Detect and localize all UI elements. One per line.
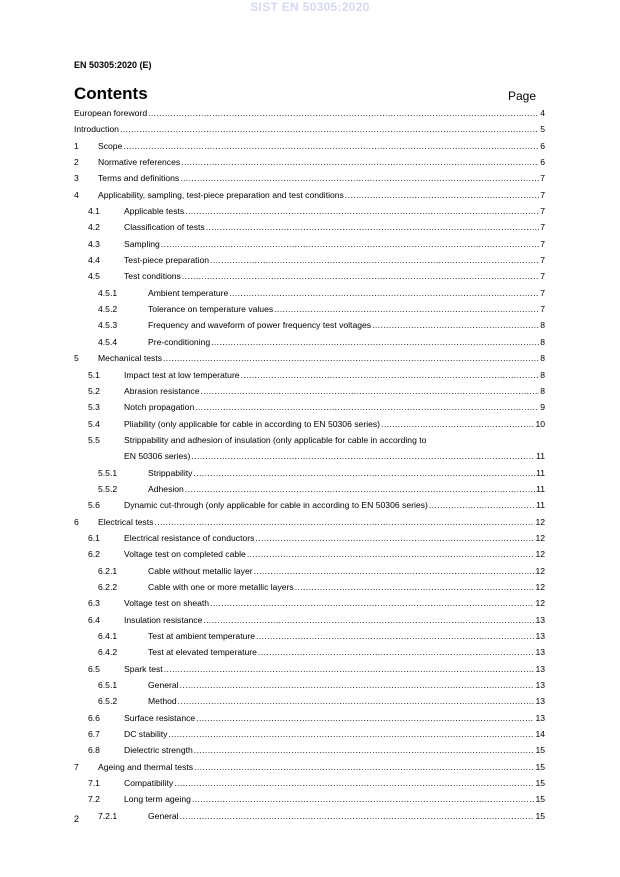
toc-section-title: Voltage test on sheath (124, 598, 210, 609)
toc-leader-dots (180, 808, 535, 824)
toc-section-title: Long term ageing (124, 794, 191, 805)
toc-section-title: Pre-conditioning (148, 336, 211, 347)
toc-entry[interactable] (74, 644, 545, 660)
toc-section-title: Dynamic cut-through (only applicable for cable in according to EN 50306 series) (124, 500, 428, 511)
toc-leader-dots (154, 514, 534, 530)
toc-entry[interactable] (74, 791, 545, 807)
toc-section-number: 5.3 (88, 402, 100, 413)
toc-entry[interactable] (74, 530, 545, 546)
toc-page-number: 6 (540, 157, 545, 168)
toc-section-number: 6.8 (88, 745, 100, 756)
toc-entry[interactable] (74, 416, 545, 432)
toc-section-number: 6.5.1 (98, 680, 118, 691)
toc-section-number: 6.4.2 (98, 647, 118, 658)
toc-page-number: 7 (540, 189, 545, 200)
toc-entry[interactable] (74, 595, 545, 611)
toc-section-title: Tolerance on temperature values (148, 304, 274, 315)
toc-entry[interactable] (74, 514, 545, 530)
toc-leader-dots (381, 416, 534, 432)
toc-entry[interactable] (74, 105, 545, 121)
toc-section-title: Notch propagation (124, 402, 195, 413)
toc-section-number: 5.1 (88, 369, 100, 380)
footer-page-number: 2 (74, 814, 80, 824)
toc-entry[interactable] (74, 628, 545, 644)
toc-section-number: 3 (74, 173, 79, 184)
toc-entry[interactable] (74, 432, 545, 465)
toc-section-title: Cable without metallic layer (148, 565, 253, 576)
toc-section-title: Test-piece preparation (124, 255, 210, 266)
toc-section-title: Strippability and adhesion of insulation (only applicable for cable in according to (124, 434, 427, 445)
toc-page-number: 8 (540, 353, 545, 364)
toc-entry[interactable] (74, 138, 545, 154)
toc-section-title: Compatibility (124, 778, 174, 789)
toc-page-number: 8 (540, 336, 545, 347)
toc-section-title: Applicability, sampling, test-piece preparation and test conditions (98, 189, 344, 200)
toc-page-number: 15 (535, 745, 545, 756)
toc-section-title: Electrical resistance of conductors (124, 532, 255, 543)
toc-leader-dots (185, 203, 539, 219)
toc-leader-dots (256, 628, 534, 644)
toc-leader-dots (164, 661, 535, 677)
toc-section-number: 2 (74, 157, 79, 168)
toc-entry[interactable] (74, 775, 545, 791)
toc-section-number: 5.5.1 (98, 467, 118, 478)
toc-page-number: 12 (535, 516, 545, 527)
toc-entry[interactable] (74, 236, 545, 252)
toc-page-number: 13 (535, 663, 545, 674)
toc-leader-dots (161, 236, 539, 252)
toc-page-number: 7 (540, 222, 545, 233)
toc-entry[interactable] (74, 268, 545, 284)
toc-page-number: 8 (540, 369, 545, 380)
toc-section-number: 7.2 (88, 794, 100, 805)
page-column-heading: Page (508, 89, 537, 103)
toc-page-number: 11 (536, 467, 545, 478)
toc-section-number: 6.2.2 (98, 581, 118, 592)
toc-page-number: 13 (535, 696, 545, 707)
toc-leader-dots (182, 268, 539, 284)
toc-page-number: 13 (535, 614, 545, 625)
toc-page-number: 13 (535, 712, 545, 723)
toc-leader-dots (211, 334, 539, 350)
toc-leader-dots (429, 497, 535, 513)
toc-section-number: 6.3 (88, 598, 100, 609)
toc-section-title: Terms and definitions (98, 173, 180, 184)
toc-section-number: 6.6 (88, 712, 100, 723)
toc-section-number: 5.6 (88, 500, 100, 511)
toc-page-number: 11 (536, 483, 545, 494)
toc-leader-dots (247, 546, 535, 562)
toc-section-title: Scope (98, 140, 123, 151)
toc-page-number: 4 (540, 108, 545, 118)
toc-section-number: 6.1 (88, 532, 100, 543)
toc-section-title: EN 50306 series) (124, 451, 191, 462)
toc-section-title: Impact test at low temperature (124, 369, 240, 380)
toc-leader-dots (194, 742, 535, 758)
toc-entry[interactable] (74, 334, 545, 350)
toc-section-number: 6.5 (88, 663, 100, 674)
toc-section-number: 4.5.3 (98, 320, 118, 331)
toc-page-number: 11 (536, 500, 545, 511)
toc-leader-dots (120, 121, 539, 137)
toc-section-number: 7.2.1 (98, 810, 118, 821)
toc-entry[interactable] (74, 301, 545, 317)
toc-leader-dots (180, 677, 535, 693)
toc-leader-dots (206, 219, 540, 235)
toc-page-number: 7 (540, 173, 545, 184)
toc-section-number: 5.5.2 (98, 483, 118, 494)
toc-section-title: Applicable tests (124, 206, 185, 217)
toc-entry[interactable] (74, 661, 545, 677)
toc-leader-dots (174, 775, 534, 791)
toc-entry[interactable] (74, 367, 545, 383)
toc-leader-dots (196, 710, 534, 726)
page-title: Contents (74, 84, 148, 103)
toc-section-number: 6.7 (88, 729, 100, 740)
toc-page-number: 12 (535, 581, 545, 592)
toc-page-number: 7 (540, 271, 545, 282)
toc-page-number: 15 (535, 794, 545, 805)
toc-entry[interactable] (74, 546, 545, 562)
toc-leader-dots (241, 367, 540, 383)
toc-section-title: Sampling (124, 238, 160, 249)
toc-entry[interactable] (74, 579, 545, 595)
toc-section-number: 4.4 (88, 255, 100, 266)
toc-section-title: Pliability (only applicable for cable in according to EN 50306 series) (124, 418, 381, 429)
toc-entry[interactable] (74, 203, 545, 219)
toc-leader-dots (195, 399, 539, 415)
toc-section-title: DC stability (124, 729, 168, 740)
toc-section-title: Spark test (124, 663, 163, 674)
toc-leader-dots (255, 530, 534, 546)
document-id: EN 50305:2020 (E) (74, 60, 152, 70)
toc-entry[interactable] (74, 252, 545, 268)
toc-section-number: 6.2.1 (98, 565, 118, 576)
toc-section-number: 4.2 (88, 222, 100, 233)
toc-leader-dots (191, 448, 535, 464)
toc-page-number: 12 (535, 549, 545, 560)
toc-entry[interactable] (74, 612, 545, 628)
toc-leader-dots (295, 579, 535, 595)
toc-section-number: 6.2 (88, 549, 100, 560)
toc-section-number: 6 (74, 516, 79, 527)
toc-leader-dots (180, 170, 539, 186)
toc-leader-dots (372, 317, 539, 333)
toc-page-number: 13 (535, 647, 545, 658)
toc-page-number: 9 (540, 402, 545, 413)
toc-section-title: Mechanical tests (98, 353, 163, 364)
toc-page-number: 13 (535, 680, 545, 691)
toc-entry[interactable] (74, 170, 545, 186)
toc-leader-dots (200, 383, 539, 399)
toc-entry[interactable] (74, 742, 545, 758)
toc-section-title: Frequency and waveform of power frequency test voltages (148, 320, 372, 331)
toc-entry[interactable] (74, 187, 545, 203)
toc-section-title: Strippability (148, 467, 193, 478)
toc-page-number: 11 (536, 451, 545, 462)
toc-entry[interactable] (74, 693, 545, 709)
toc-section-title: Test at elevated temperature (148, 647, 257, 658)
toc-entry[interactable] (74, 285, 545, 301)
toc-section-title: General (148, 810, 179, 821)
toc-page-number: 7 (540, 255, 545, 266)
toc-entry[interactable] (74, 399, 545, 415)
toc-leader-dots (210, 595, 534, 611)
toc-section-title: Electrical tests (98, 516, 154, 527)
toc-section-number: 5 (74, 353, 79, 364)
toc-page-number: 15 (535, 761, 545, 772)
toc-section-title: Insulation resistance (124, 614, 203, 625)
toc-entry[interactable] (74, 497, 545, 513)
toc-section-title: Classification of tests (124, 222, 205, 233)
toc-leader-dots (123, 138, 539, 154)
toc-entry[interactable] (74, 219, 545, 235)
toc-section-number: 7.1 (88, 778, 100, 789)
toc-page-number: 5 (540, 124, 545, 135)
toc-section-title: Normative references (98, 157, 181, 168)
toc-page-number: 15 (535, 810, 545, 821)
toc-leader-dots (163, 350, 539, 366)
toc-entry[interactable] (74, 383, 545, 399)
toc-leader-dots (254, 563, 535, 579)
watermark: SIST EN 50305:2020 (250, 0, 370, 14)
toc-page-number: 6 (540, 140, 545, 151)
toc-section-title: European foreword (74, 108, 148, 118)
toc-section-number: 6.4.1 (98, 631, 118, 641)
toc-section-title: Ambient temperature (148, 287, 229, 298)
toc-page-number: 7 (540, 304, 545, 315)
toc-section-number: 4.1 (88, 206, 100, 217)
toc-leader-dots (178, 693, 535, 709)
toc-section-number: 5.2 (88, 385, 100, 396)
toc-section-title: Cable with one or more metallic layers (148, 581, 294, 592)
toc-entry[interactable] (74, 726, 545, 742)
toc-page-number: 12 (535, 565, 545, 576)
toc-leader-dots (192, 791, 535, 807)
toc-page-number: 14 (535, 729, 545, 740)
toc-section-title: Method (148, 696, 177, 707)
toc-section-number: 1 (74, 140, 79, 151)
toc-section-title: Voltage test on completed cable (124, 549, 246, 560)
toc-page-number: 15 (535, 778, 545, 789)
toc-section-number: 6.4 (88, 614, 100, 625)
toc-leader-dots (193, 465, 535, 481)
toc-page-number: 12 (535, 532, 545, 543)
toc-page-number: 7 (540, 238, 545, 249)
toc-leader-dots (181, 154, 539, 170)
toc-page-number: 13 (535, 631, 545, 641)
toc-page-number: 7 (540, 287, 545, 298)
toc-section-number: 4.3 (88, 238, 100, 249)
toc-section-title: Test conditions (124, 271, 181, 282)
toc-section-title: Adhesion (148, 483, 184, 494)
toc-leader-dots (168, 726, 534, 742)
toc-section-number: 5.4 (88, 418, 100, 429)
toc-leader-dots (210, 252, 539, 268)
toc-section-title: Abrasion resistance (124, 385, 200, 396)
toc-entry[interactable] (74, 154, 545, 170)
toc-section-title: Dielectric strength (124, 745, 193, 756)
toc-entry[interactable] (74, 563, 545, 579)
toc-section-number: 4.5.1 (98, 287, 118, 298)
toc-entry[interactable] (74, 710, 545, 726)
toc-section-number: 7 (74, 761, 79, 772)
toc-section-title: Test at ambient temperature (148, 631, 255, 641)
toc-leader-dots (345, 187, 539, 203)
toc-leader-dots (274, 301, 539, 317)
toc-page-number: 12 (535, 598, 545, 609)
toc-leader-dots (229, 285, 539, 301)
toc-leader-dots (258, 644, 535, 660)
toc-leader-dots (194, 759, 534, 775)
toc-page-number: 8 (540, 385, 545, 396)
toc-leader-dots (148, 105, 539, 121)
toc-section-title: General (148, 680, 179, 691)
toc-section-title: Ageing and thermal tests (98, 761, 194, 772)
toc-section-number: 4.5 (88, 271, 100, 282)
toc-leader-dots (185, 481, 535, 497)
toc-section-number: 5.5 (88, 434, 100, 445)
toc-entry[interactable] (74, 677, 545, 693)
toc-page-number: 7 (540, 206, 545, 217)
table-of-contents (74, 105, 545, 824)
toc-section-number: 6.5.2 (98, 696, 118, 707)
toc-entry[interactable] (74, 350, 545, 366)
toc-section-title: Surface resistance (124, 712, 196, 723)
toc-entry[interactable] (74, 317, 545, 333)
toc-page-number: 8 (540, 320, 545, 331)
toc-page-number: 10 (535, 418, 545, 429)
toc-section-number: 4.5.2 (98, 304, 118, 315)
toc-entry[interactable] (74, 759, 545, 775)
toc-leader-dots (203, 612, 534, 628)
toc-section-number: 4 (74, 189, 79, 200)
toc-section-number: 4.5.4 (98, 336, 118, 347)
toc-section-title: Introduction (74, 124, 119, 135)
toc-entry[interactable] (74, 465, 545, 481)
toc-entry[interactable] (74, 808, 545, 824)
toc-entry[interactable] (74, 481, 545, 497)
toc-entry[interactable] (74, 121, 545, 137)
